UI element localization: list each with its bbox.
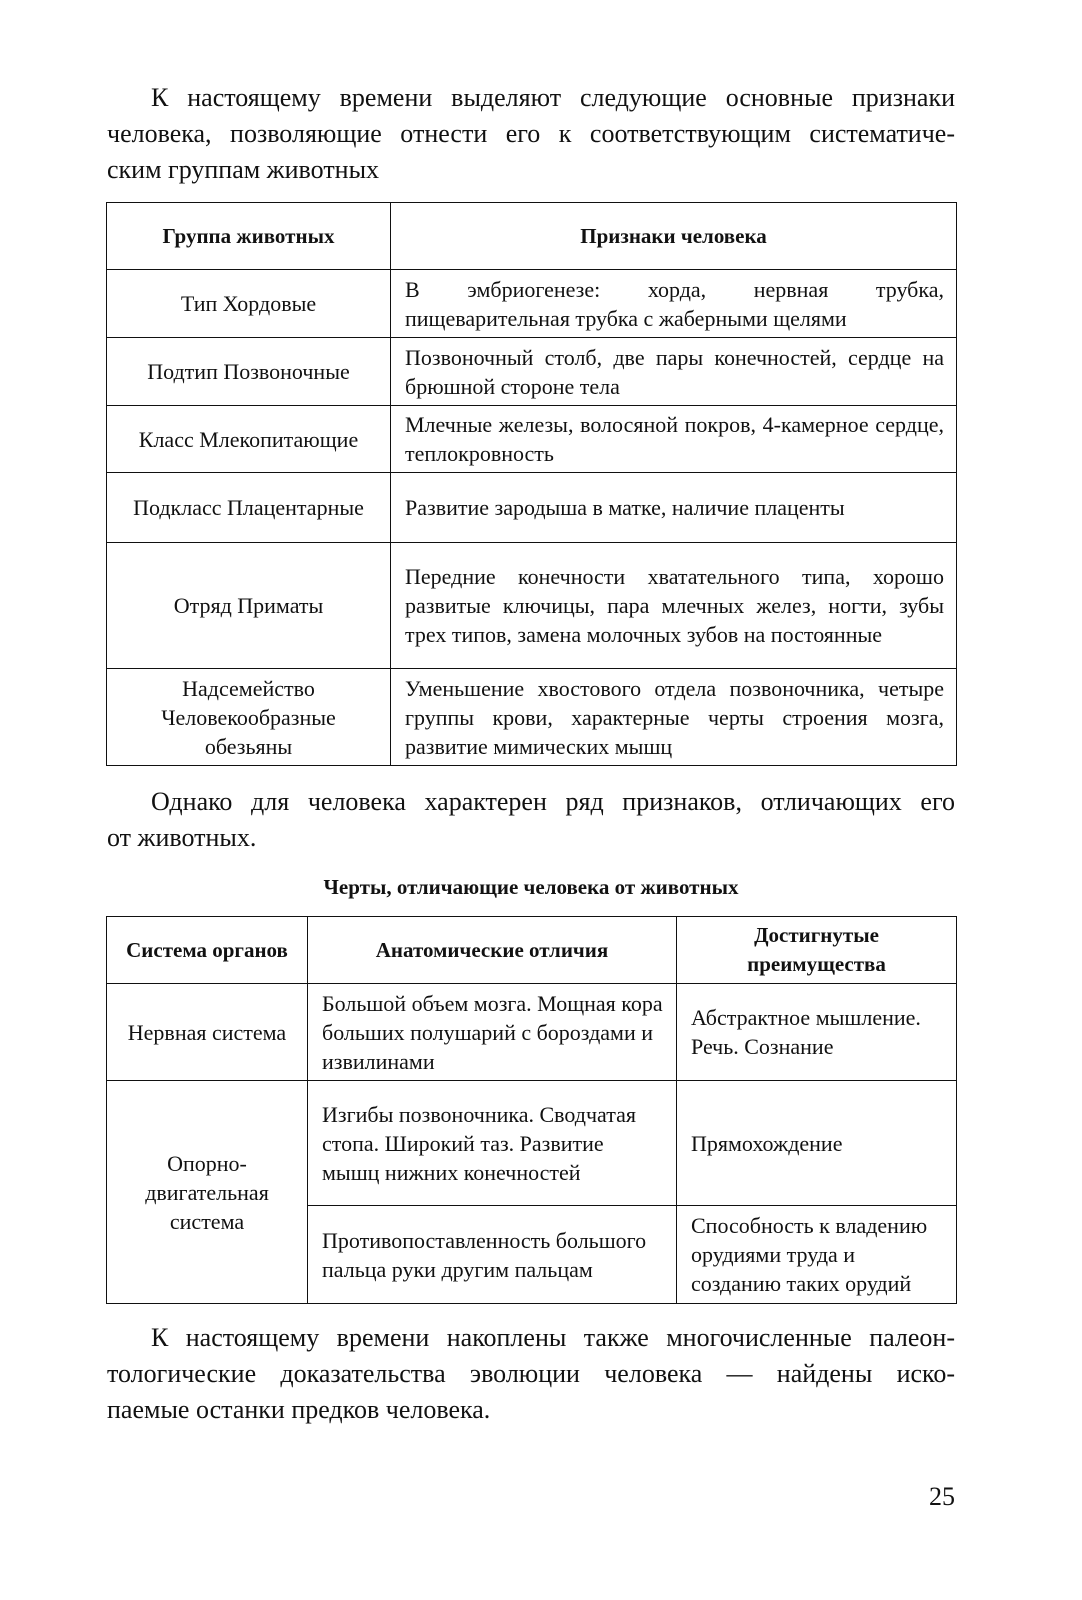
middle-line: от животных. xyxy=(107,823,257,852)
intro-line: ским группам животных xyxy=(107,155,380,184)
header-anatomy: Анатомические отличия xyxy=(308,917,677,984)
table-row xyxy=(107,338,957,406)
table-row xyxy=(107,669,957,766)
anatomy-cell: Большой объем мозга. Мощная кора больших полушарий с бороздами и извилинами xyxy=(308,984,677,1081)
features-cell: Развитие зародыша в матке, наличие плаценты xyxy=(391,473,957,543)
table-row xyxy=(107,270,957,338)
outro-line: К настоящему времени накоплены также многочисленные палеон- xyxy=(151,1323,955,1352)
outro-line: тологические доказательства эволюции человека — найдены иско- xyxy=(107,1359,955,1388)
table-header-row xyxy=(107,917,957,984)
group-cell: Подкласс Плацентарные xyxy=(107,473,391,543)
table-row xyxy=(107,984,957,1081)
header-system: Система органов xyxy=(107,917,308,984)
header-group: Группа животных xyxy=(107,203,391,270)
middle-paragraph xyxy=(107,784,955,856)
outro-line: паемые останки предков человека. xyxy=(107,1395,491,1424)
features-cell: Уменьшение хвостового отдела позвоночника, четыре группы крови, характерные черты строения мозга, развитие мимических мышц xyxy=(391,669,957,766)
table-row xyxy=(107,1081,957,1206)
advantage-cell: Способность к владению орудиями труда и созданию таких орудий xyxy=(677,1206,957,1304)
table-header-row xyxy=(107,203,957,270)
table-row xyxy=(107,406,957,473)
intro-line: человека, позволяющие отнести его к соответствующим систематиче- xyxy=(107,119,955,148)
table-row xyxy=(107,543,957,669)
anatomy-cell: Противопоставленность большого пальца руки другим пальцам xyxy=(308,1206,677,1304)
system-cell: Опорно-двигательная система xyxy=(107,1081,308,1304)
advantage-cell: Прямохождение xyxy=(677,1081,957,1206)
table2-title: Черты, отличающие человека от животных xyxy=(323,875,739,899)
primate-classification-table xyxy=(106,202,957,766)
features-cell: Млечные железы, волосяной покров, 4-камерное сердце, теплокровность xyxy=(391,406,957,473)
advantage-cell: Абстрактное мышление. Речь. Сознание xyxy=(677,984,957,1081)
middle-line: Однако для человека характерен ряд признаков, отличающих его xyxy=(151,787,955,816)
outro-paragraph xyxy=(107,1320,955,1428)
group-cell: Подтип Позвоночные xyxy=(107,338,391,406)
group-cell: Отряд Приматы xyxy=(107,543,391,669)
header-features: Признаки человека xyxy=(391,203,957,270)
page-number: 25 xyxy=(929,1482,955,1511)
human-distinct-features-table xyxy=(106,916,957,1304)
anatomy-cell: Изгибы позвоночника. Сводчатая стопа. Широкий таз. Развитие мышц нижних конечностей xyxy=(308,1081,677,1206)
group-cell: Класс Млекопитающие xyxy=(107,406,391,473)
intro-line: К настоящему времени выделяют следующие основные признаки xyxy=(151,83,955,112)
table-row xyxy=(107,473,957,543)
features-cell: Передние конечности хватательного типа, хорошо развитые ключицы, пара млечных желез, ногти, зубы трех типов, замена молочных зубов на постоянные xyxy=(391,543,957,669)
header-advantage: Достигнутые преимущества xyxy=(677,917,957,984)
group-cell: Тип Хордовые xyxy=(107,270,391,338)
features-cell: Позвоночный столб, две пары конечностей, сердце на брюшной стороне тела xyxy=(391,338,957,406)
system-cell: Нервная система xyxy=(107,984,308,1081)
intro-paragraph xyxy=(107,80,955,188)
features-cell: В эмбриогенезе: хорда, нервная трубка, пищеварительная трубка с жаберными щелями xyxy=(391,270,957,338)
group-cell: Надсемейство Человекообразные обезьяны xyxy=(107,669,391,766)
